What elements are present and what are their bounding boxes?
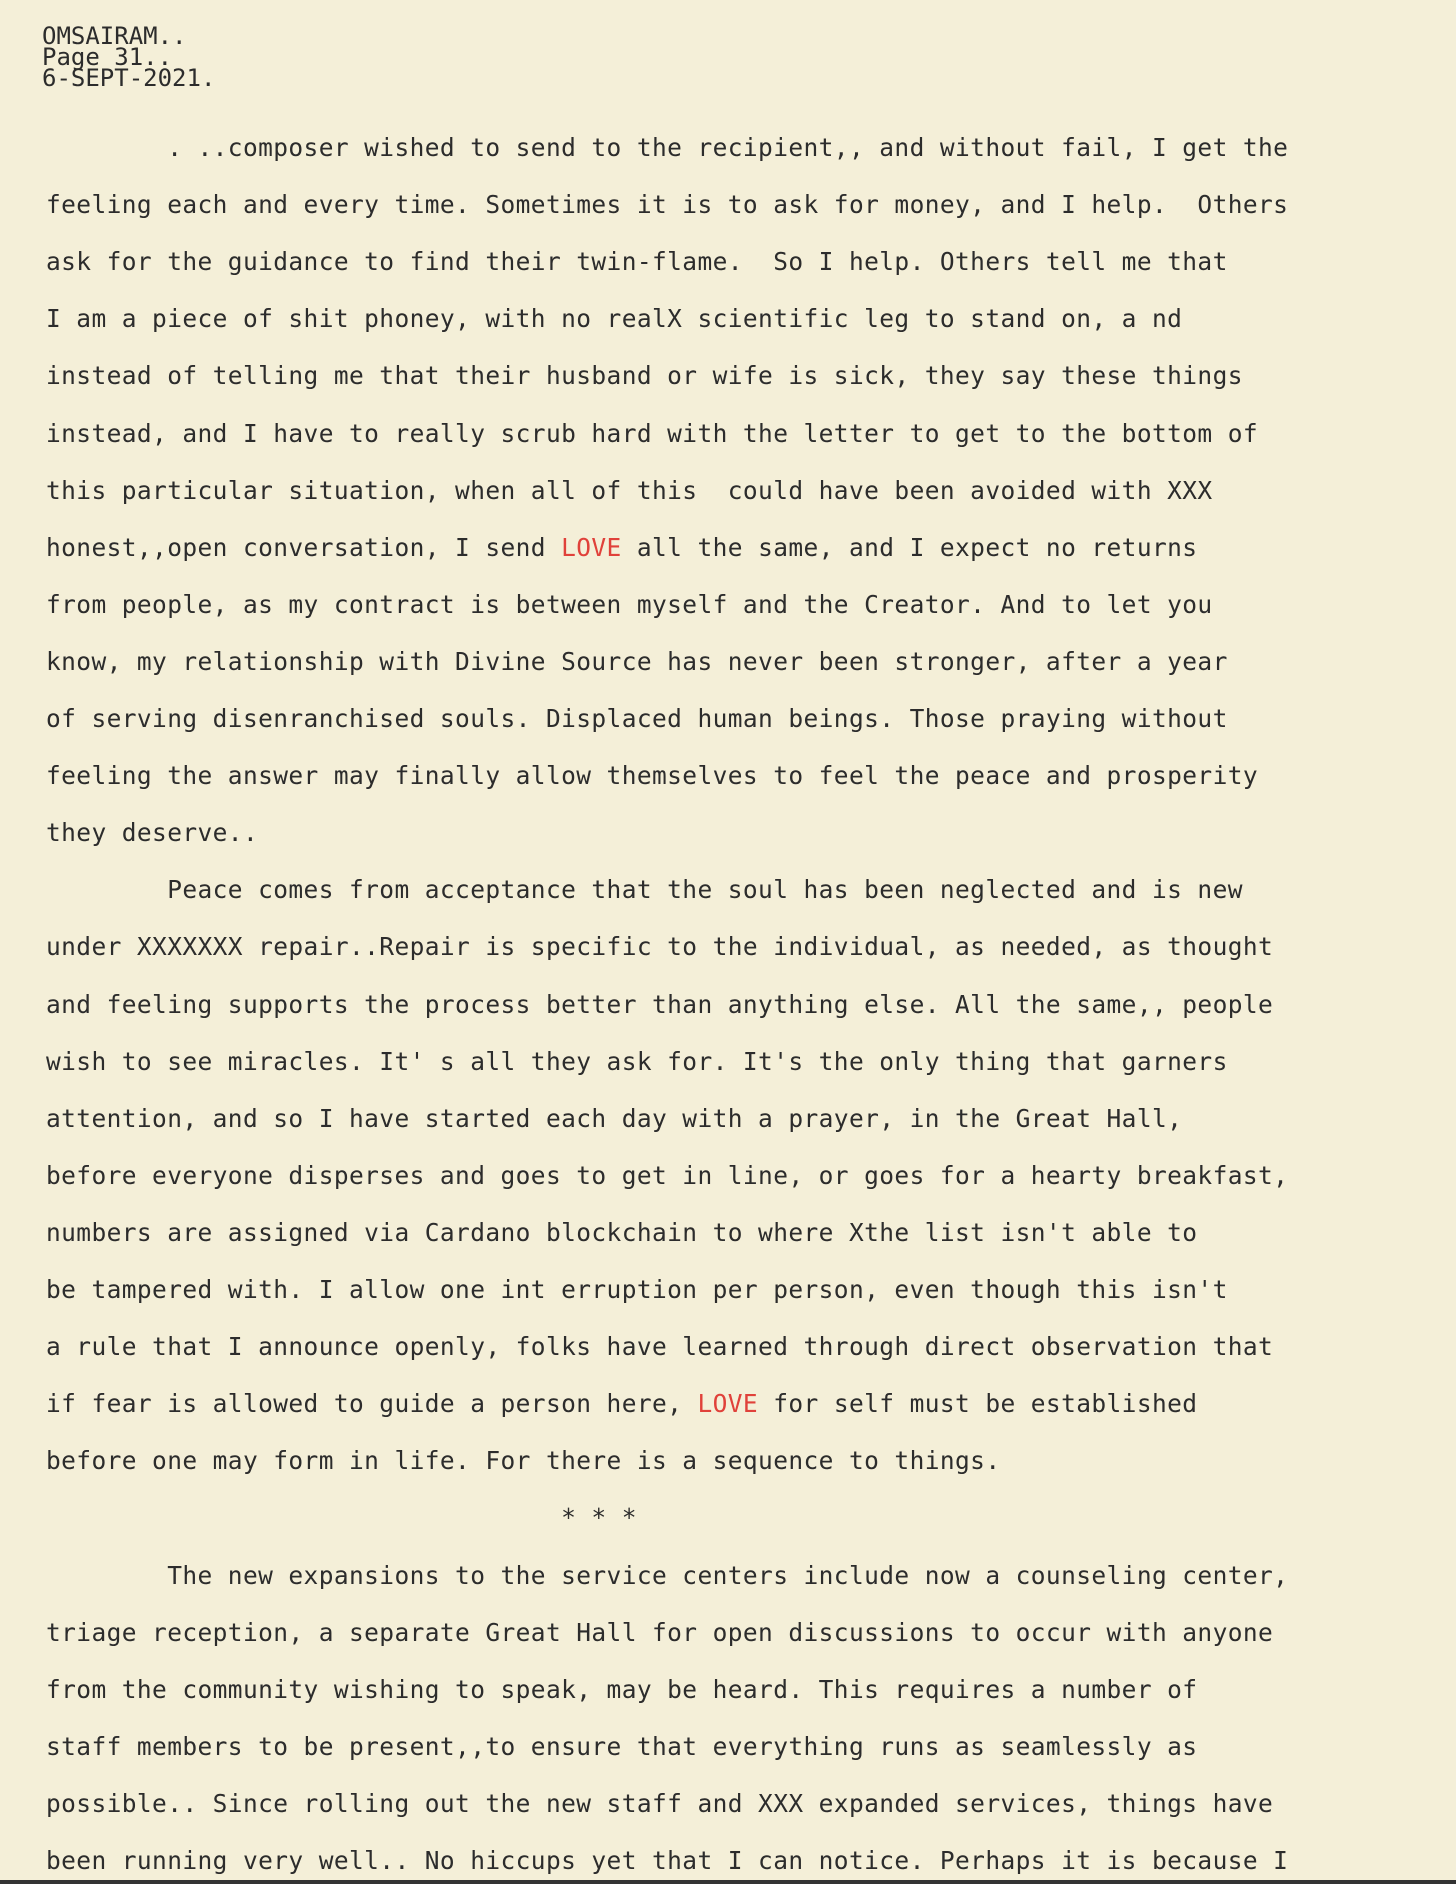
text-line <box>46 361 1243 390</box>
love-red-word: LOVE <box>561 532 622 562</box>
love-red-word: LOVE <box>697 1389 759 1419</box>
line-segment: feeling the answer may finally allow themselves to feel the peace and prosperity <box>46 761 1259 791</box>
text-line <box>46 419 1258 448</box>
line-segment: be tampered with. I allow one int erruption per person, even though this isn't <box>46 1275 1228 1304</box>
text-line <box>46 1446 1000 1475</box>
text-line <box>46 932 1273 961</box>
text-line <box>46 1218 1197 1247</box>
line-segment: they deserve.. <box>46 818 259 848</box>
line-segment: I am a piece of shit phoney, with no realX scientific leg to stand on, a nd <box>46 304 1183 334</box>
text-line <box>46 875 1243 904</box>
text-line <box>46 1618 1273 1647</box>
text-line <box>46 990 1273 1019</box>
line-segment: from the community wishing to speak, may be heard. This requires a number of <box>46 1674 1198 1704</box>
line-segment: staff members to be present,,to ensure that everything runs as seamlessly as <box>46 1731 1198 1761</box>
text-line <box>46 533 1197 562</box>
line-segment: from people, as my contract is between myself and the Creator. And to let you <box>46 589 1213 619</box>
text-line <box>46 1732 1197 1761</box>
text-line <box>46 761 1258 790</box>
line-segment: . ..composer wished to send to the recipient,, and without fail, I get the <box>46 133 1289 162</box>
line-segment: before one may form in life. For there is a sequence to things. <box>46 1446 1001 1476</box>
line-segment: been running very well.. No hiccups yet that I can notice. Perhaps it is because I <box>46 1846 1289 1875</box>
text-line <box>46 1275 1228 1304</box>
text-line <box>46 476 1213 505</box>
line-segment: * * * <box>46 1503 637 1533</box>
text-line <box>46 1161 1288 1190</box>
line-segment: of serving disenranchised souls. Displaced human beings. Those praying without <box>46 704 1228 733</box>
header-title: OMSAIRAM.. <box>42 22 187 50</box>
text-line <box>46 818 258 847</box>
text-line <box>46 1047 1228 1076</box>
line-segment: attention, and so I have started each day with a prayer, in the Great Hall, <box>46 1103 1183 1133</box>
line-segment: feeling each and every time. Sometimes it is to ask for money, and I help. Others <box>46 190 1289 220</box>
header-page-number: Page 31.. <box>42 43 173 71</box>
line-segment: for self must be established <box>758 1389 1198 1419</box>
header-date: 6-SEPT-2021. <box>42 64 216 92</box>
page-header <box>42 22 216 92</box>
text-line <box>46 1104 1182 1133</box>
line-segment: know, my relationship with Divine Source has never been stronger, after a year <box>46 646 1228 676</box>
text-line <box>46 704 1228 733</box>
line-segment: wish to see miracles. It' s all they ask for. It's the only thing that garners <box>46 1046 1228 1076</box>
text-line <box>46 190 1288 219</box>
bottom-border <box>0 1880 1456 1884</box>
text-line <box>46 1389 1197 1418</box>
line-segment: honest,,open conversation, I send <box>46 532 562 562</box>
line-segment: before everyone disperses and goes to get in line, or goes for a hearty breakfast, <box>46 1160 1289 1190</box>
line-segment: a rule that I announce openly, folks have learned through direct observation that <box>46 1332 1274 1362</box>
line-segment: under XXXXXXX repair..Repair is specific to the individual, as needed, as thought <box>46 932 1274 962</box>
text-line <box>46 304 1182 333</box>
text-line <box>46 590 1213 619</box>
line-segment: possible.. Since rolling out the new staff and XXX expanded services, things have <box>46 1788 1274 1818</box>
line-segment: instead, and I have to really scrub hard with the letter to get to the bottom of <box>46 418 1259 448</box>
text-line <box>46 647 1228 676</box>
line-segment: ask for the guidance to find their twin-flame. So I help. Others tell me that <box>46 247 1228 277</box>
text-line <box>46 1789 1273 1818</box>
line-segment: this particular situation, when all of this could have been avoided with XXX <box>46 475 1213 505</box>
line-segment: if fear is allowed to guide a person here, <box>46 1389 698 1419</box>
text-line <box>46 247 1228 276</box>
text-line <box>46 1846 1288 1875</box>
text-line <box>46 1675 1197 1704</box>
line-segment: all the same, and I expect no returns <box>621 532 1198 562</box>
line-segment: The new expansions to the service centers include now a counseling center, <box>46 1560 1289 1590</box>
text-line <box>46 1503 637 1532</box>
line-segment: numbers are assigned via Cardano blockchain to where Xthe list isn't able to <box>46 1217 1198 1247</box>
line-segment: Peace comes from acceptance that the soul has been neglected and is new <box>46 875 1243 905</box>
line-segment: triage reception, a separate Great Hall for open discussions to occur with anyone <box>46 1617 1274 1647</box>
line-segment: and feeling supports the process better than anything else. All the same,, people <box>46 989 1274 1019</box>
text-line <box>46 1561 1288 1590</box>
line-segment: instead of telling me that their husband or wife is sick, they say these things <box>46 361 1243 391</box>
text-line <box>46 133 1288 162</box>
text-line <box>46 1332 1273 1361</box>
